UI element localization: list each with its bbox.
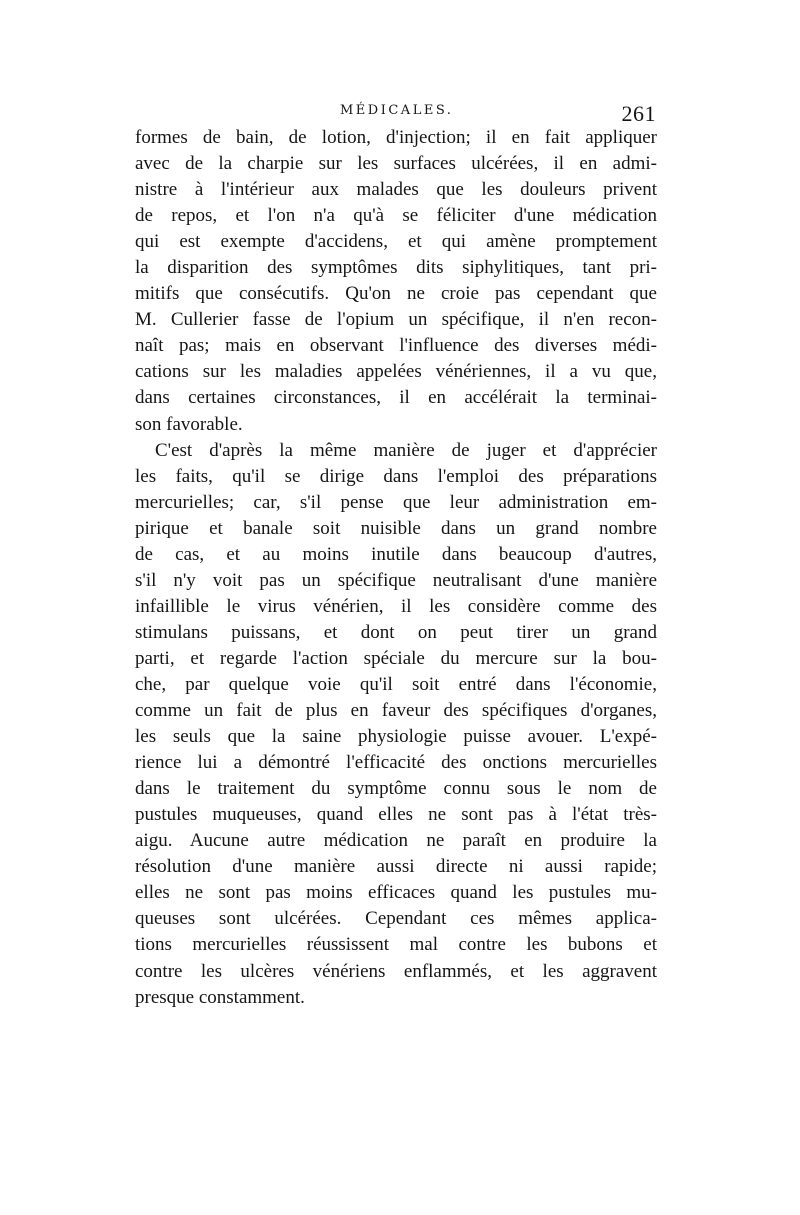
text-line: s'il n'y voit pas un spécifique neutralisant d'une manière bbox=[135, 569, 657, 591]
text-line: elles ne sont pas moins efficaces quand les pustules mu- bbox=[135, 882, 657, 904]
text-line: naît pas; mais en observant l'influence des diverses médi- bbox=[135, 335, 657, 357]
text-line: dans le traitement du symptôme connu sous le nom de bbox=[135, 778, 657, 800]
text-line: les seuls que la saine physiologie puisse avouer. L'expé- bbox=[135, 726, 657, 748]
text-line: les faits, qu'il se dirige dans l'emploi des préparations bbox=[135, 465, 657, 487]
paragraph-1 bbox=[135, 125, 657, 438]
text-line: qui est exempte d'accidens, et qui amène promptement bbox=[135, 231, 657, 253]
text-line: son favorable. bbox=[135, 413, 243, 435]
text-line: la disparition des symptômes dits siphylitiques, tant pri- bbox=[135, 257, 657, 279]
text-line: tions mercurielles réussissent mal contre les bubons et bbox=[135, 934, 657, 956]
text-line: aigu. Aucune autre médication ne paraît en produire la bbox=[135, 830, 657, 852]
text-line: infaillible le virus vénérien, il les considère comme des bbox=[135, 595, 657, 617]
text-line: contre les ulcères vénériens enflammés, et les aggravent bbox=[135, 960, 657, 982]
text-line: presque constamment. bbox=[135, 986, 305, 1008]
page-number: 261 bbox=[621, 101, 656, 126]
text-line: résolution d'une manière aussi directe ni aussi rapide; bbox=[135, 856, 657, 878]
text-line: C'est d'après la même manière de juger et d'apprécier bbox=[155, 439, 657, 461]
text-line: rience lui a démontré l'efficacité des onctions mercurielles bbox=[135, 752, 657, 774]
text-line: de cas, et au moins inutile dans beaucoup d'autres, bbox=[135, 543, 657, 565]
text-line: pustules muqueuses, quand elles ne sont pas à l'état très- bbox=[135, 804, 657, 826]
text-line: dans certaines circonstances, il en accélérait la terminai- bbox=[135, 387, 657, 409]
text-line: parti, et regarde l'action spéciale du mercure sur la bou- bbox=[135, 647, 657, 669]
text-line: avec de la charpie sur les surfaces ulcérées, il en admi- bbox=[135, 153, 657, 175]
body-text bbox=[135, 125, 657, 1011]
text-line: comme un fait de plus en faveur des spécifiques d'organes, bbox=[135, 700, 657, 722]
text-line: stimulans puissans, et dont on peut tirer un grand bbox=[135, 621, 657, 643]
text-line: mercurielles; car, s'il pense que leur administration em- bbox=[135, 491, 657, 513]
text-line: de repos, et l'on n'a qu'à se féliciter d'une médication bbox=[135, 205, 657, 227]
text-line: M. Cullerier fasse de l'opium un spécifique, il n'en recon- bbox=[135, 309, 657, 331]
paragraph-2 bbox=[135, 438, 657, 1011]
text-line: nistre à l'intérieur aux malades que les douleurs privent bbox=[135, 179, 657, 201]
text-line: pirique et banale soit nuisible dans un grand nombre bbox=[135, 517, 657, 539]
running-head bbox=[136, 101, 656, 127]
text-line: cations sur les maladies appelées vénériennes, il a vu que, bbox=[135, 361, 657, 383]
text-line: mitifs que consécutifs. Qu'on ne croie pas cependant que bbox=[135, 283, 657, 305]
text-line: queuses sont ulcérées. Cependant ces mêmes applica- bbox=[135, 908, 657, 930]
text-line: che, par quelque voie qu'il soit entré dans l'économie, bbox=[135, 673, 657, 695]
running-title: MÉDICALES. bbox=[340, 103, 454, 118]
text-line: formes de bain, de lotion, d'injection; il en fait appliquer bbox=[135, 127, 657, 148]
